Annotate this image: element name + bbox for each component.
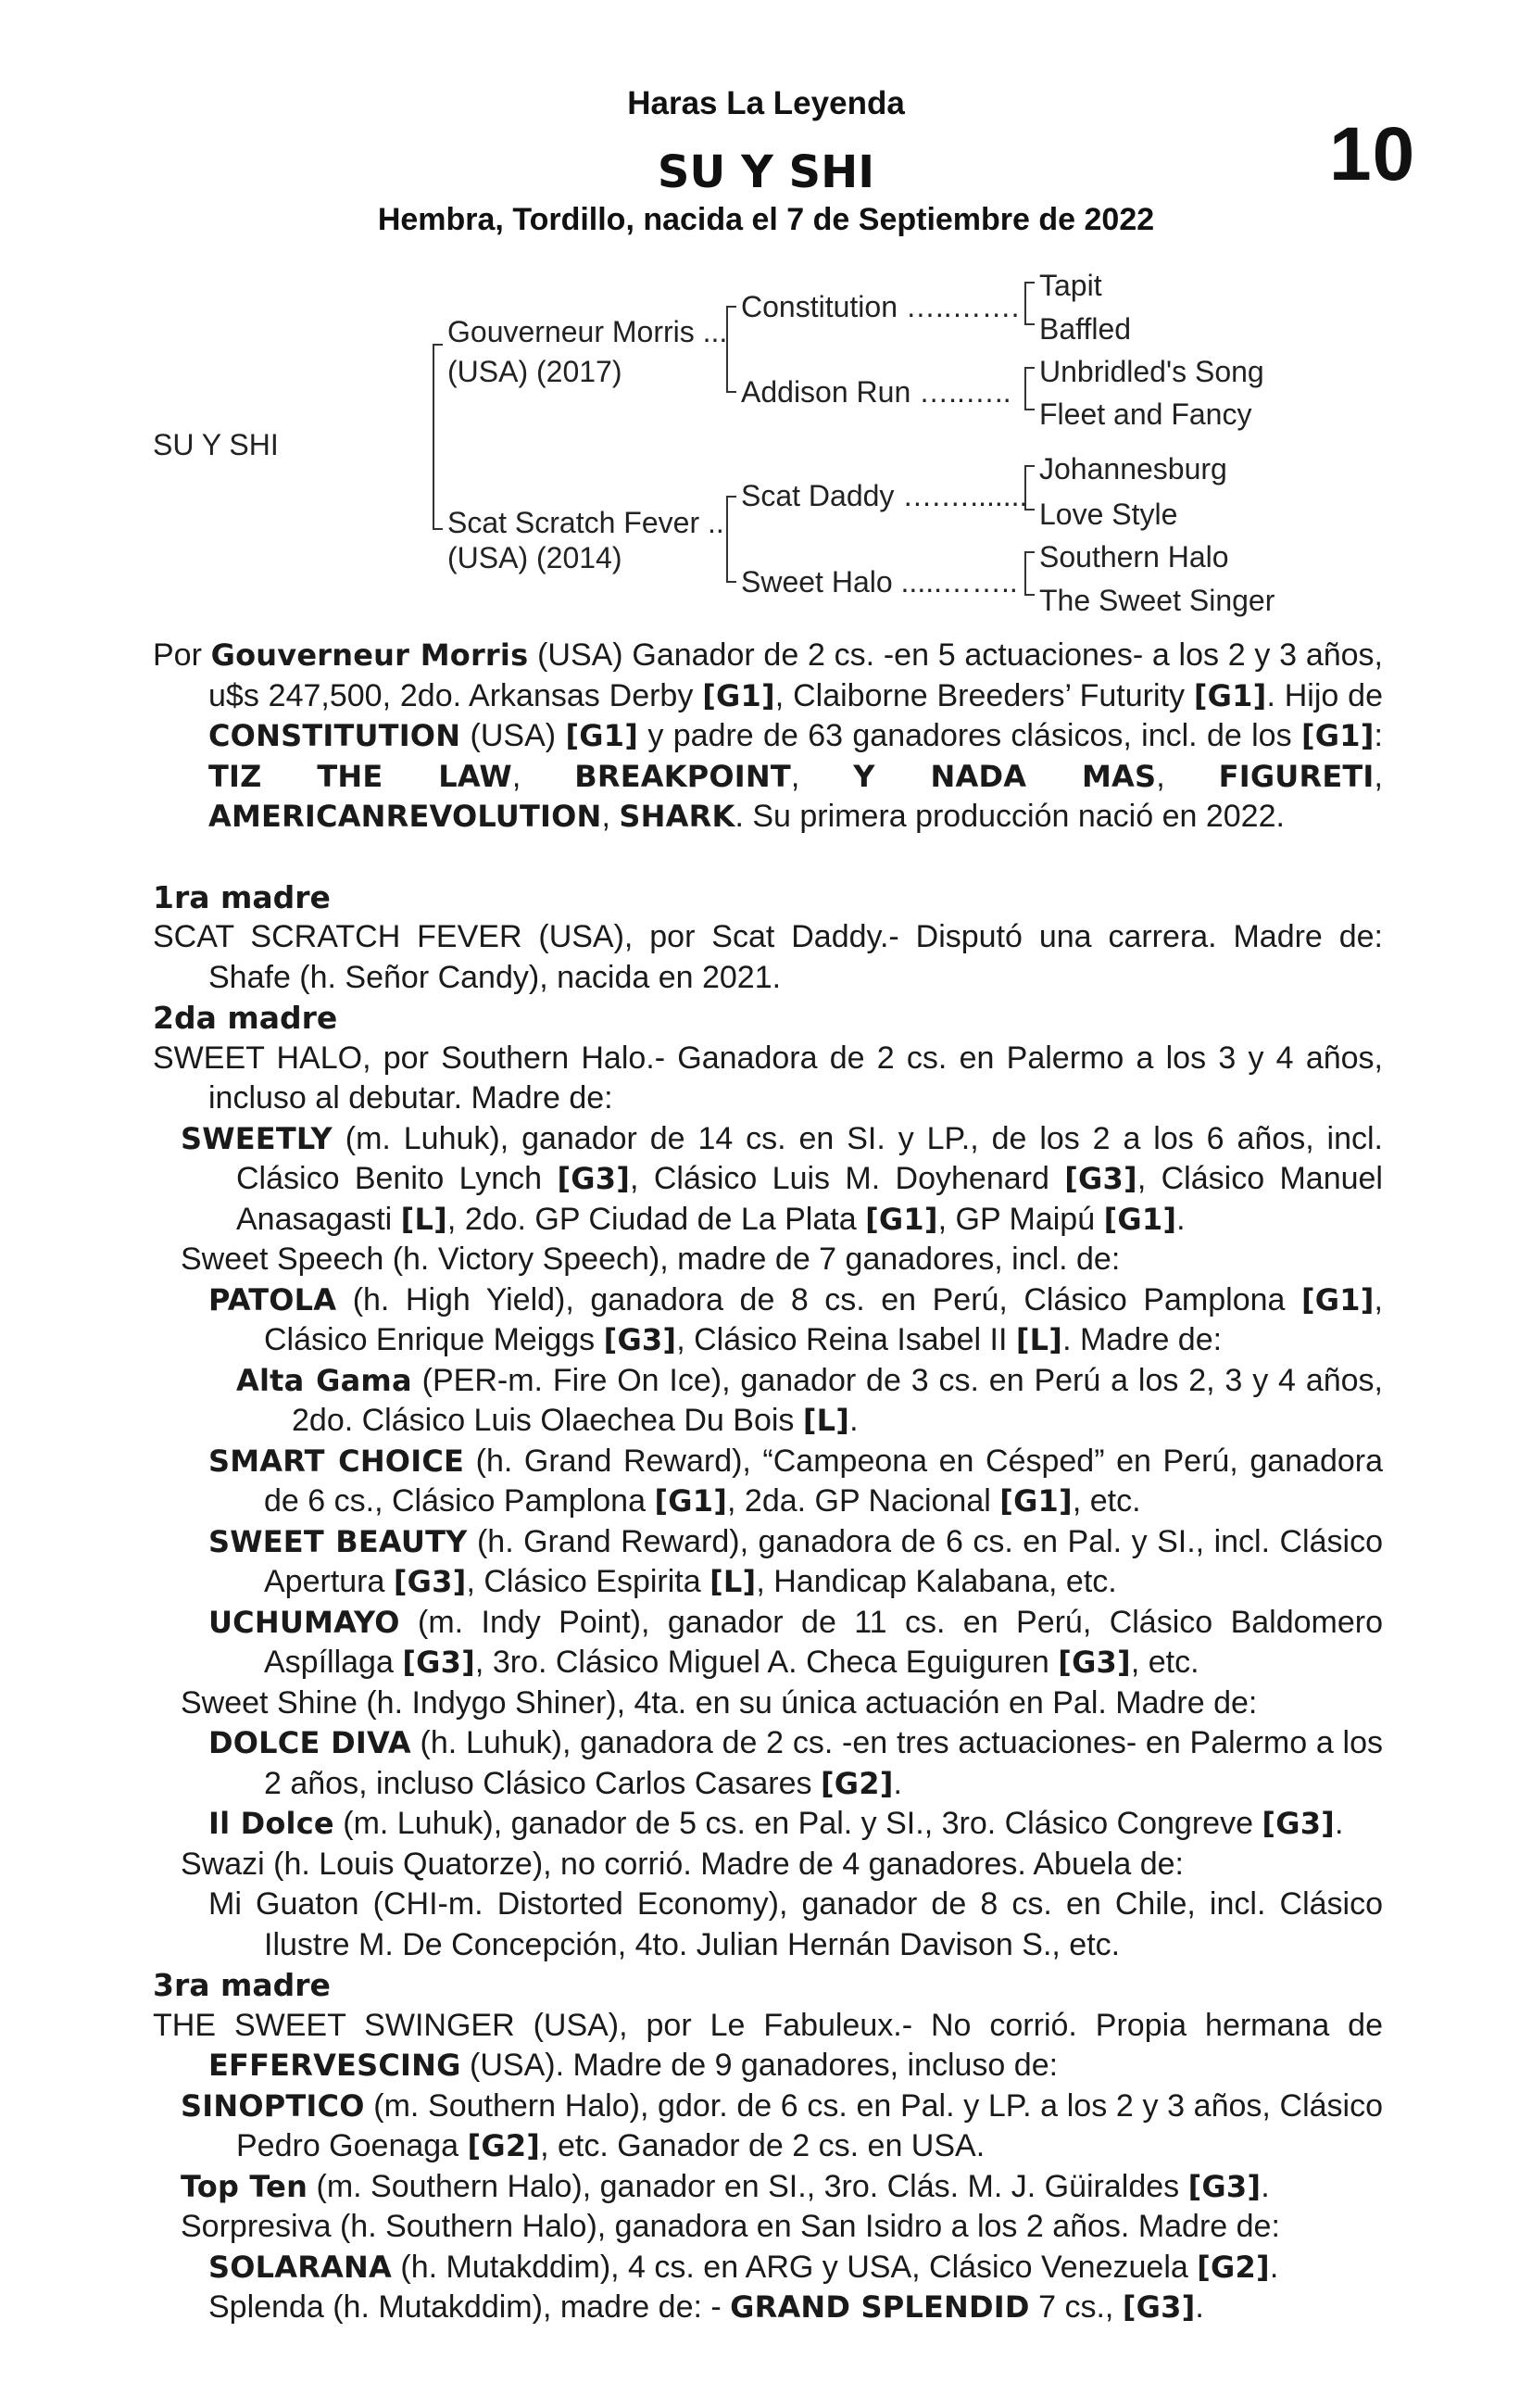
pedigree-g3-8: The Sweet Singer <box>1039 584 1275 617</box>
pedigree-dam-name: Scat Scratch Fever .. <box>447 506 724 539</box>
progeny-sweet-beauty: SWEET BEAUTY (h. Grand Reward), ganadora de 6 cs. en Pal. y SI., incl. Clásico Apertura [G3], Clásico Espirita [L], Handicap Kalabana, etc. <box>208 1523 1383 1599</box>
pedigree-g3-7: Southern Halo <box>1039 540 1229 574</box>
horse-description: Hembra, Tordillo, nacida el 7 de Septiembre de 2022 <box>377 202 1155 237</box>
pedigree-sire-name: Gouverneur Morris ... <box>447 315 728 348</box>
pedigree-g3-6: Love Style <box>1039 498 1178 531</box>
progeny-sweetly: SWEETLY (m. Luhuk), ganador de 14 cs. en SI. y LP., de los 2 a los 6 años, incl. Clásico Benito Lynch [G3], Clásico Luis M. Doyhenard [G3], Clásico Manuel Anasagasti [L], 2do. GP Ciudad de La Plata [G1], GP Maipú [G1]. <box>181 1120 1383 1237</box>
progeny-solarana: SOLARANA (h. Mutakddim), 4 cs. en ARG y USA, Clásico Venezuela [G2]. <box>208 2249 1279 2285</box>
sire-name: Gouverneur Morris <box>210 637 529 673</box>
pedigree-subject: SU Y SHI <box>153 428 279 461</box>
first-dam-text: SCAT SCRATCH FEVER (USA), por Scat Daddy.- Disputó una carrera. Madre de: Shafe (h. Señor Candy), nacida en 2021. <box>153 919 1383 995</box>
second-dam-heading: 2da madre <box>153 1000 338 1036</box>
pedigree-g3-2: Baffled <box>1039 312 1132 346</box>
pedigree-g3-4: Fleet and Fancy <box>1039 397 1252 431</box>
pedigree-sire-sire: Constitution …..……. <box>741 290 1020 323</box>
lot-number: 10 <box>1329 112 1416 196</box>
pedigree-sire-dam: Addison Run …..….. <box>741 375 1011 409</box>
progeny-uchumayo: UCHUMAYO (m. Indy Point), ganador de 11 cs. en Perú, Clásico Baldomero Aspíllaga [G3], 3ro. Clásico Miguel A. Checa Eguiguren [G3], etc. <box>208 1604 1383 1680</box>
first-dam-heading: 1ra madre <box>153 878 331 915</box>
breeder-name: Haras La Leyenda <box>627 85 905 121</box>
progeny-smart-choice: SMART CHOICE (h. Grand Reward), “Campeona en Césped” en Perú, ganadora de 6 cs., Clásico Pamplona [G1], 2da. GP Nacional [G1], etc. <box>208 1443 1384 1519</box>
progeny-sweet-speech: Sweet Speech (h. Victory Speech), madre de 7 ganadores, incl. de: <box>181 1242 1121 1277</box>
pedigree-g3-5: Johannesburg <box>1039 452 1227 485</box>
progeny-splenda: Splenda (h. Mutakddim), madre de: - GRAND SPLENDID 7 cs., [G3]. <box>208 2289 1204 2325</box>
pedigree-dam-origin: (USA) (2014) <box>447 541 622 574</box>
progeny-swazi: Swazi (h. Louis Quatorze), no corrió. Madre de 4 ganadores. Abuela de: <box>181 1846 1184 1882</box>
pedigree-sire-origin: (USA) (2017) <box>447 355 622 388</box>
progeny-mi-guaton: Mi Guaton (CHI-m. Distorted Economy), ganador de 8 cs. en Chile, incl. Clásico Ilustre M. De Concepción, 4to. Julian Hernán Davison S., etc. <box>208 1886 1383 1962</box>
pedigree-g3-3: Unbridled's Song <box>1039 355 1264 388</box>
pedigree-dam-sire: Scat Daddy ….…....... <box>741 479 1028 512</box>
progeny-top-ten: Top Ten (m. Southern Halo), ganador en SI., 3ro. Clás. M. J. Güiraldes [G3]. <box>181 2168 1270 2204</box>
progeny-alta-gama: Alta Gama (PER-m. Fire On Ice), ganador de 3 cs. en Perú a los 2, 3 y 4 años, 2do. Clásico Luis Olaechea Du Bois [L]. <box>236 1362 1383 1438</box>
pedigree-dam-dam: Sweet Halo .....…….. <box>741 565 1018 599</box>
third-dam-heading: 3ra madre <box>153 1967 331 2003</box>
pedigree-g3-1: Tapit <box>1039 269 1102 302</box>
progeny-il-dolce: Il Dolce (m. Luhuk), ganador de 5 cs. en Pal. y SI., 3ro. Clásico Congreve [G3]. <box>208 1806 1344 1841</box>
progeny-sorpresiva: Sorpresiva (h. Southern Halo), ganadora en San Isidro a los 2 años. Madre de: <box>181 2209 1280 2244</box>
progeny-sweet-shine: Sweet Shine (h. Indygo Shiner), 4ta. en su única actuación en Pal. Madre de: <box>181 1684 1258 1721</box>
second-dam-intro: SWEET HALO, por Southern Halo.- Ganadora de 2 cs. en Palermo a los 3 y 4 años, incluso al debutar. Madre de: <box>153 1040 1383 1116</box>
sire-paragraph: Por Gouverneur Morris (USA) Ganador de 2 cs. -en 5 actuaciones- a los 2 y 3 años, u$s 247,500, 2do. Arkansas Derby [G1], Claiborne Breeders’ Futurity [G1]. Hijo de CONSTITUTION (USA) [G1] y padre de 63 ganadores clásicos, incl. de los [G1]: TIZ THE LAW, BREAKPOINT, Y NADA MAS, FIGURETI, AMERICANREVOLUTION, SHARK. Su primera producción nació en 2022. <box>153 637 1383 834</box>
horse-name: SU Y SHI <box>657 146 875 198</box>
third-dam-intro: THE SWEET SWINGER (USA), por Le Fabuleux.- No corrió. Propia hermana de EFFERVESCING (USA). Madre de 9 ganadores, incluso de: <box>153 2007 1383 2083</box>
progeny-dolce-diva: DOLCE DIVA (h. Luhuk), ganadora de 2 cs. -en tres actuaciones- en Palermo a los 2 años, incluso Clásico Carlos Casares [G2]. <box>208 1725 1384 1801</box>
progeny-sinoptico: SINOPTICO (m. Southern Halo), gdor. de 6 cs. en Pal. y LP. a los 2 y 3 años, Clásico Pedro Goenaga [G2], etc. Ganador de 2 cs. en USA. <box>181 2087 1383 2163</box>
progeny-patola: PATOLA (h. High Yield), ganadora de 8 cs. en Perú, Clásico Pamplona [G1], Clásico Enrique Meiggs [G3], Clásico Reina Isabel II [L]. Madre de: <box>208 1281 1383 1357</box>
catalog-body <box>153 636 1383 2328</box>
